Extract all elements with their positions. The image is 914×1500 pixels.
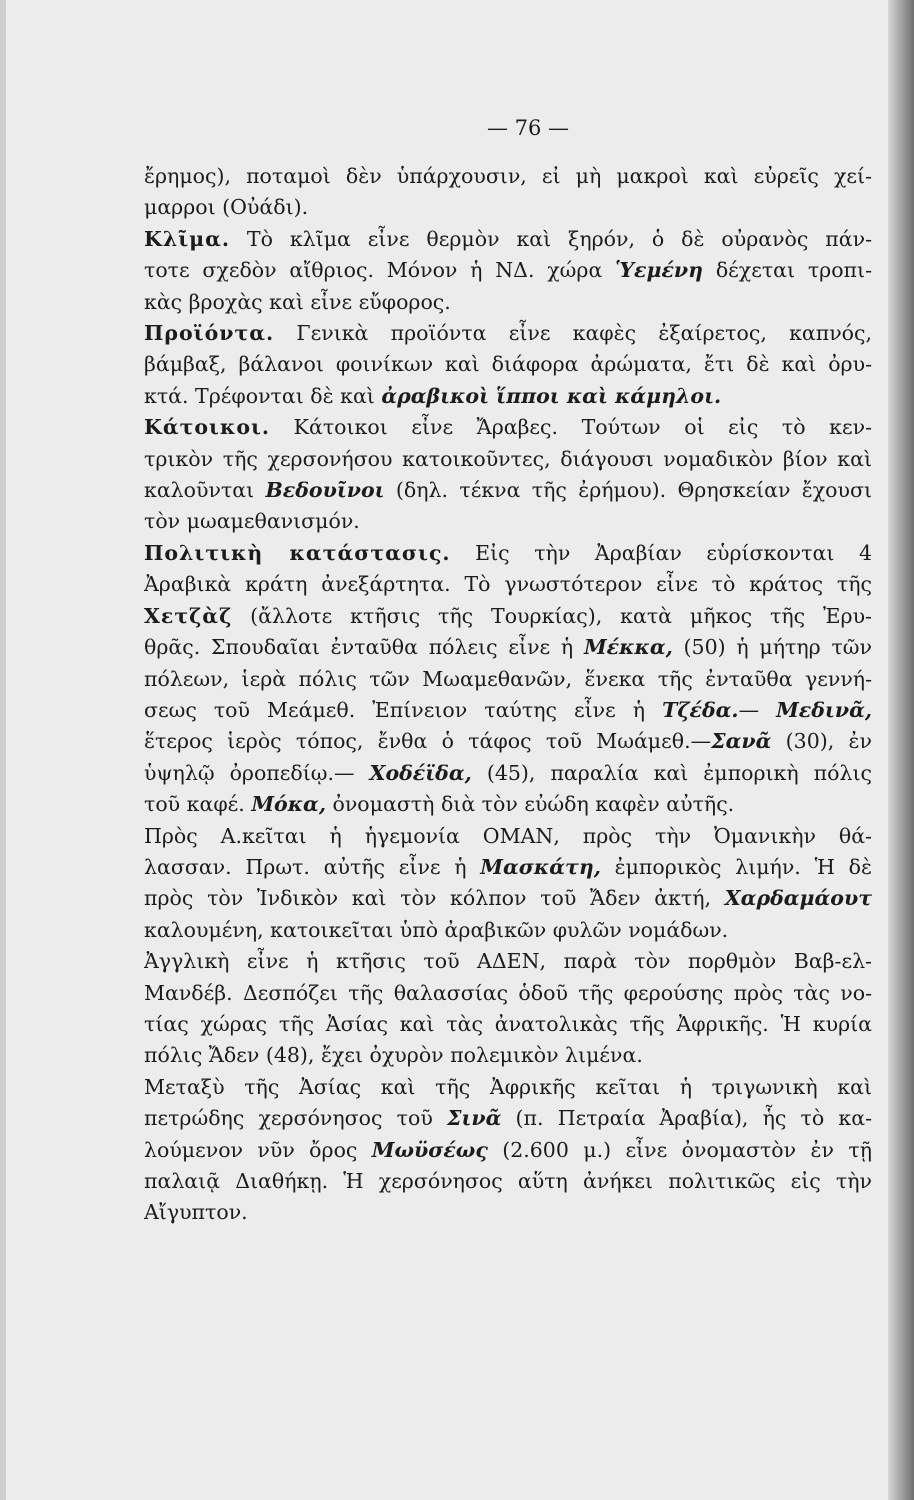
page-binding-shadow [888, 0, 914, 1500]
emphasized-term: Χοδέϊδα, [369, 760, 472, 785]
emphasized-term: Μεδινᾶ, [776, 697, 872, 722]
text-run: ὀνομαστὴ διὰ τὸν εὐώδη καφὲν αὐτῆς. [325, 792, 735, 817]
text-line [144, 946, 872, 977]
text-run: καλουμένη, κατοικεῖται ὑπὸ ἀραβικῶν φυλῶν νομάδων. [144, 917, 729, 942]
section-heading: Χετζὰζ [144, 603, 233, 628]
text-line [144, 444, 872, 475]
text-run: πετρώδης χερσόνησος τοῦ [144, 1106, 447, 1131]
text-run: Μεταξὺ τῆς Ἀσίας καὶ τῆς Ἀφρικῆς κεῖται ἡ τριγωνικὴ καὶ [144, 1074, 872, 1099]
page-text [144, 108, 872, 1229]
text-run: (30), ἐν [771, 729, 872, 754]
section-heading: Κάτοικοι. [144, 415, 271, 440]
text-line [144, 287, 872, 318]
text-run: ἔρημος), ποταμοὶ δὲν ὑπάρχουσιν, εἰ μὴ μακροὶ καὶ εὐρεῖς χεί- [144, 164, 872, 188]
emphasized-term: Ὑεμένη [615, 258, 704, 283]
text-run: πρὸς τὸν Ἰνδικὸν καὶ τὸν κόλπον τοῦ Ἄδεν ἀκτή, [144, 886, 725, 911]
text-line [144, 381, 872, 412]
text-line [144, 349, 872, 380]
text-line [144, 632, 872, 663]
text-line [144, 506, 872, 537]
text-line [144, 475, 872, 506]
text-line [144, 1072, 872, 1103]
text-line [144, 915, 872, 946]
section-heading: Προϊόντα. [144, 321, 275, 346]
text-line [144, 695, 872, 726]
section-heading: Πολιτικὴ κατάστασις. [144, 540, 451, 565]
text-run: κτά. Τρέφονται δὲ καὶ [144, 383, 382, 408]
text-line [144, 664, 872, 695]
text-run: Ἀγγλικὴ εἶνε ἡ κτῆσις τοῦ ΑΔΕΝ, παρὰ τὸν πορθμὸν Βαβ-ελ- [144, 949, 872, 974]
text-run: Πρὸς Α.κεῖται ἡ ἡγεμονία ΟΜΑΝ, πρὸς τὴν Ὀμανικὴν θά- [144, 823, 872, 848]
emphasized-term: Σανᾶ [711, 729, 772, 754]
text-run: Αἴγυπτον. [144, 1200, 248, 1225]
emphasized-term: Σινᾶ [446, 1106, 502, 1131]
text-run: λούμενον νῦν ὄρος [144, 1137, 372, 1162]
text-line [144, 1009, 872, 1040]
text-run: παλαιᾷ Διαθήκῃ. Ἡ χερσόνησος αὕτη ἀνήκει πολιτικῶς εἰς τὴν [144, 1169, 872, 1193]
text-run: βάμβαξ, βάλανοι φοινίκων καὶ διάφορα ἀρώματα, ἔτι δὲ καὶ ὀρυ- [144, 352, 872, 377]
text-run: (45), παραλία καὶ ἐμπορικὴ πόλις [471, 760, 872, 785]
text-line [144, 978, 872, 1009]
text-lines [144, 161, 872, 1229]
text-run: σεως τοῦ Μεάμεθ. Ἐπίνειον ταύτης εἶνε ἡ [144, 697, 663, 722]
text-line [144, 255, 872, 286]
text-run: Τὸ κλῖμα εἶνε θερμὸν καὶ ξηρόν, ὁ δὲ οὐρανὸς πάν- [230, 226, 872, 251]
text-line [144, 1166, 872, 1197]
emphasized-term: Μασκάτη, [480, 854, 601, 879]
text-line [144, 192, 872, 223]
text-run: τρικὸν τῆς χερσονήσου κατοικοῦντες, διάγουσι νομαδικὸν βίον καὶ [144, 446, 872, 471]
text-line [144, 601, 872, 632]
text-run: τίας χώρας τῆς Ἀσίας καὶ τὰς ἀνατολικὰς τῆς Ἀφρικῆς. Ἡ κυρία [144, 1011, 872, 1036]
text-line [144, 726, 872, 757]
text-run: (π. Πετραία Ἀραβία), ἧς τὸ κα- [501, 1106, 872, 1131]
text-run: θρᾶς. Σπουδαῖαι ἐνταῦθα πόλεις εἶνε ἡ [144, 635, 584, 660]
text-run: — [738, 697, 777, 722]
text-line [144, 883, 872, 914]
emphasized-term: Μέκκα, [583, 635, 673, 660]
text-line [144, 852, 872, 883]
text-line [144, 318, 872, 349]
text-line [144, 161, 872, 192]
text-run: (50) ἡ μήτηρ τῶν [672, 635, 872, 660]
text-line [144, 569, 872, 600]
text-line [144, 821, 872, 852]
text-run: Εἰς τὴν Ἀραβίαν εὑρίσκονται 4 [450, 540, 872, 565]
section-heading: Κλῖμα. [144, 226, 231, 251]
text-run: τοτε σχεδὸν αἴθριος. Μόνον ἡ ΝΔ. χώρα [144, 258, 616, 283]
page-number: — 76 — [486, 116, 570, 140]
emphasized-term: Τζέδα. [662, 697, 739, 722]
text-line [144, 1197, 872, 1228]
emphasized-term: Μωϋσέως [371, 1137, 488, 1162]
text-run: πόλεων, ἱερὰ πόλις τῶν Μωαμεθανῶν, ἕνεκα τῆς ἐνταῦθα γεννή- [144, 666, 872, 691]
emphasized-term: Χαρδαμάουτ [724, 886, 872, 911]
text-line [144, 1040, 872, 1071]
emphasized-term: Μόκα, [251, 792, 326, 817]
text-line [144, 1103, 872, 1134]
text-run: ὑψηλῷ ὀροπεδίῳ.— [144, 760, 370, 785]
text-run: τὸν μωαμεθανισμόν. [144, 509, 360, 534]
text-run: (2.600 μ.) εἶνε ὀνομαστὸν ἐν τῇ [487, 1137, 872, 1162]
text-line [144, 224, 872, 255]
text-run: λασσαν. Πρωτ. αὐτῆς εἶνε ἡ [144, 854, 481, 879]
text-run: μαρροι (Οὐάδι). [144, 195, 309, 220]
text-run: ἐμπορικὸς λιμήν. Ἡ δὲ [600, 854, 872, 879]
text-line [144, 412, 872, 443]
text-run: Γενικὰ προϊόντα εἶνε καφὲς ἐξαίρετος, καπνός, [274, 321, 872, 346]
page-left-edge [0, 0, 6, 1500]
text-line [144, 538, 872, 569]
text-run: (δηλ. τέκνα τῆς ἐρήμου). Θρησκείαν ἔχουσι [384, 478, 872, 503]
text-run: (ἄλλοτε κτῆσις τῆς Τουρκίας), κατὰ μῆκος τῆς Ἐρυ- [232, 603, 872, 628]
text-line [144, 789, 872, 820]
text-run: καλοῦνται [144, 478, 266, 503]
text-run: κὰς βροχὰς καὶ εἶνε εὔφορος. [144, 289, 451, 314]
text-run: Μανδέβ. Δεσπόζει τῆς θαλασσίας ὁδοῦ τῆς φερούσης πρὸς τὰς νο- [144, 980, 872, 1005]
text-run: τοῦ καφέ. [144, 792, 252, 817]
text-run: ἕτερος ἱερὸς τόπος, ἔνθα ὁ τάφος τοῦ Μωάμεθ.— [144, 729, 712, 754]
text-run: Κάτοικοι εἶνε Ἄραβες. Τούτων οἱ εἰς τὸ κεν- [270, 415, 872, 440]
text-line [144, 1135, 872, 1166]
text-line [144, 758, 872, 789]
text-run: Ἀραβικὰ κράτη ἀνεξάρτητα. Τὸ γνωστότερον εἶνε τὸ κράτος τῆς [144, 572, 872, 597]
emphasized-term: ἀραβικοὶ ἵπποι καὶ κάμηλοι. [381, 383, 722, 408]
text-run: δέχεται τροπι- [703, 258, 872, 283]
text-run: πόλις Ἄδεν (48), ἔχει ὀχυρὸν πολεμικὸν λιμένα. [144, 1043, 643, 1068]
emphasized-term: Βεδουῖνοι [265, 478, 385, 503]
